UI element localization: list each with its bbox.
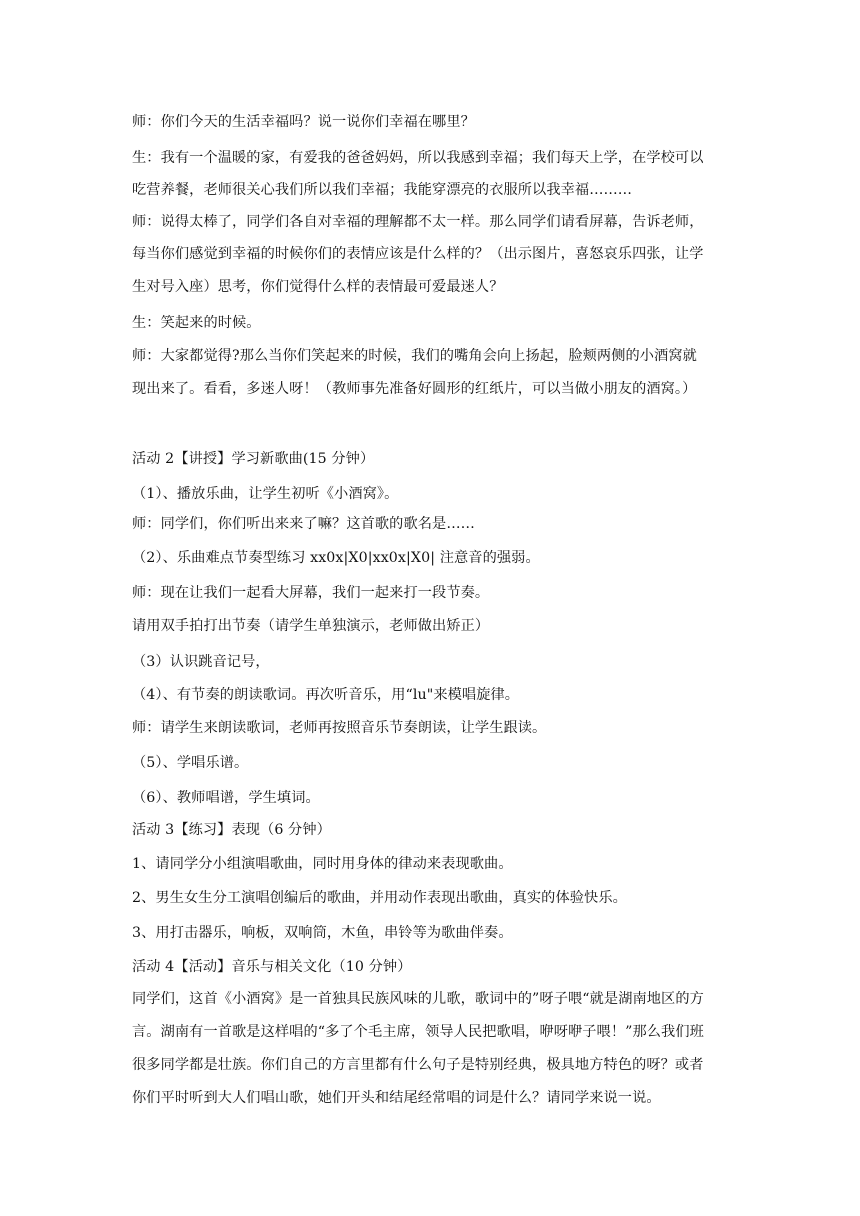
text-line: （2）、乐曲难点节奏型练习 xx0x|X0|xx0x|X0| 注意音的强弱。 bbox=[132, 550, 540, 566]
text-line: 师：现在让我们一起看大屏幕，我们一起来打一段节奏。 bbox=[132, 585, 490, 601]
text-line: 你们平时听到大人们唱山歌，她们开头和结尾经常唱的词是什么？请同学来说一说。 bbox=[132, 1090, 661, 1106]
text-line: 吃营养餐，老师很关心我们所以我们幸福；我能穿漂亮的衣服所以我幸福……… bbox=[132, 182, 633, 198]
text-line: （5）、学唱乐谱。 bbox=[132, 755, 249, 771]
text-line: 师：请学生来朗读歌词，老师再按照音乐节奏朗读，让学生跟读。 bbox=[132, 720, 547, 736]
text-line: 2、男生女生分工演唱创编后的歌曲，并用动作表现出歌曲，真实的体验快乐。 bbox=[132, 890, 627, 906]
text-line: （1）、播放乐曲，让学生初听《小酒窝》。 bbox=[132, 486, 399, 502]
text-line: 生：笑起来的时候。 bbox=[132, 315, 261, 331]
text-line: 3、用打击器乐，响板，双响筒，木鱼，串铃等为歌曲伴奏。 bbox=[132, 925, 513, 941]
text-line: 师：大家都觉得?那么当你们笑起来的时候，我们的嘴角会向上扬起，脸颊两侧的小酒窝就 bbox=[132, 348, 697, 364]
section-heading: 活动 3【练习】表现（6 分钟） bbox=[132, 822, 331, 838]
text-line: （3）认识跳音记号， bbox=[132, 654, 270, 670]
text-line: 很多同学都是壮族。你们自己的方言里都有什么句子是特别经典，极具地方特色的呀？或者 bbox=[132, 1057, 704, 1073]
text-line: 生对号入座）思考，你们觉得什么样的表情最可爱最迷人？ bbox=[132, 279, 504, 295]
text-line: （6）、教师唱谱，学生填词。 bbox=[132, 790, 320, 806]
section-heading: 活动 4【活动】音乐与相关文化（10 分钟） bbox=[132, 959, 412, 975]
text-line: 每当你们感觉到幸福的时候你们的表情应该是什么样的？（出示图片，喜怒哀乐四张，让学 bbox=[132, 246, 704, 262]
text-line: 师：你们今天的生活幸福吗？说一说你们幸福在哪里？ bbox=[132, 114, 475, 130]
section-heading: 活动 2【讲授】学习新歌曲(15 分钟） bbox=[132, 451, 375, 467]
text-line: 言。湖南有一首歌是这样唱的“多了个毛主席，领导人民把歌唱，咿呀咿子喂！”那么我们班 bbox=[132, 1024, 704, 1040]
text-line: 请用双手拍打出节奏（请学生单独演示，老师做出矫正） bbox=[132, 618, 490, 634]
text-line: 师：同学们，你们听出来来了嘛？这首歌的歌名是…… bbox=[132, 516, 475, 532]
text-line: 现出来了。看看，多迷人呀！（教师事先准备好圆形的红纸片，可以当做小朋友的酒窝。） bbox=[132, 381, 697, 397]
text-line: 生：我有一个温暖的家，有爱我的爸爸妈妈，所以我感到幸福；我们每天上学，在学校可以 bbox=[132, 150, 704, 166]
text-line: 师：说得太棒了，同学们各自对幸福的理解都不太一样。那么同学们请看屏幕，告诉老师， bbox=[132, 214, 704, 230]
text-line: （4）、有节奏的朗读歌词。再次听音乐，用“lu"来模唱旋律。 bbox=[132, 687, 520, 703]
text-line: 同学们，这首《小酒窝》是一首独具民族风味的儿歌，歌词中的”呀子喂“就是湖南地区的方 bbox=[132, 991, 704, 1007]
text-line: 1、请同学分小组演唱歌曲，同时用身体的律动来表现歌曲。 bbox=[132, 856, 513, 872]
